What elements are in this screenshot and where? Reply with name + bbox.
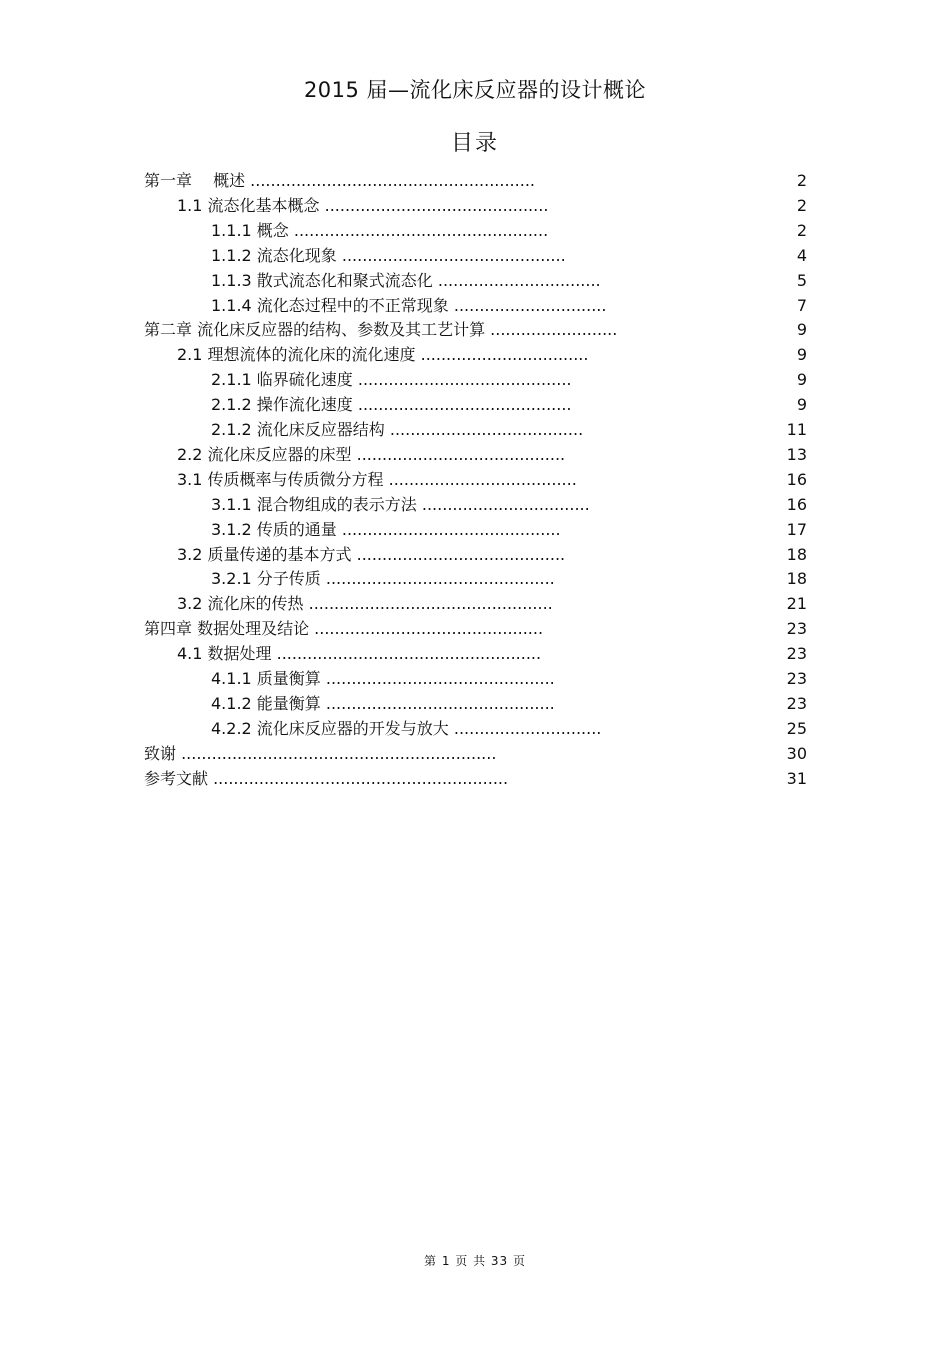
toc-entry[interactable] [0, 417, 950, 442]
toc-entry-page: 7 [796, 295, 807, 315]
toc-entry[interactable] [0, 168, 950, 193]
toc-entry-page: 23 [786, 693, 807, 713]
toc-entry-page: 4 [796, 245, 807, 265]
toc-entry[interactable] [0, 691, 950, 716]
toc-entry-page: 30 [786, 743, 807, 763]
toc-entry[interactable] [0, 517, 950, 542]
toc-entry[interactable] [0, 268, 950, 293]
toc-entry-text: 致谢 .............................................................. [144, 743, 497, 763]
toc-entry-text: 2.1.2 操作流化速度 .......................................... [211, 395, 572, 415]
toc-entry[interactable] [0, 716, 950, 741]
toc-entry-page: 23 [786, 619, 807, 639]
toc-entry-page: 9 [796, 395, 807, 415]
toc-entry[interactable] [0, 467, 950, 492]
toc-entry-page: 31 [786, 768, 807, 788]
toc-entry[interactable] [0, 616, 950, 641]
toc-entry[interactable] [0, 293, 950, 318]
toc-entry[interactable] [0, 243, 950, 268]
toc-entry-page: 11 [786, 420, 807, 439]
toc-entry-text: 2.1 理想流体的流化床的流化速度 ................................. [177, 345, 589, 365]
toc-entry-page: 21 [786, 594, 807, 614]
toc-entry-page: 2 [796, 220, 807, 240]
toc-entry-page: 9 [796, 370, 807, 390]
toc-entry[interactable] [0, 492, 950, 517]
toc-entry-text: 第二章 流化床反应器的结构、参数及其工艺计算 ......................... [144, 320, 618, 340]
page-footer: 第 1 页 共 33 页 [424, 1254, 526, 1268]
document-title: 2015 届—流化床反应器的设计概论 [303, 78, 647, 102]
toc-entry-text: 第一章 概述 ........................................................ [144, 171, 535, 190]
toc-entry[interactable] [0, 542, 950, 567]
toc-entry-text: 4.1.2 能量衡算 ............................................. [211, 693, 555, 713]
toc-entry-page: 23 [786, 669, 807, 688]
toc-entry-text: 参考文献 .......................................................... [144, 768, 509, 788]
toc-entry-page: 18 [786, 544, 807, 564]
toc-entry-text: 3.2 质量传递的基本方式 ......................................... [177, 544, 566, 564]
toc-entry-page: 5 [796, 270, 807, 290]
toc-entry-text: 3.2 流化床的传热 ................................................ [177, 594, 553, 614]
toc-entry[interactable] [0, 342, 950, 367]
toc-entry-text: 1.1 流态化基本概念 ............................................ [177, 195, 549, 215]
toc-entry[interactable] [0, 392, 950, 417]
toc-heading: 目录 [450, 131, 499, 156]
toc-entry-text: 3.1.1 混合物组成的表示方法 ................................. [211, 494, 590, 514]
toc-entry-page: 25 [786, 718, 807, 738]
toc-entry-text: 3.2.1 分子传质 ............................................. [211, 569, 555, 589]
toc-entry[interactable] [0, 566, 950, 591]
toc-entry-page: 2 [796, 195, 807, 215]
toc-entry[interactable] [0, 591, 950, 616]
toc-entry-page: 23 [786, 644, 807, 664]
toc-entry-text: 2.1.1 临界硫化速度 .......................................... [211, 370, 572, 390]
toc-entry-page: 13 [786, 444, 807, 464]
toc-entry-text: 1.1.4 流化态过程中的不正常现象 .............................. [211, 295, 607, 315]
toc-entry[interactable] [0, 666, 950, 691]
toc-entry-page: 18 [786, 569, 807, 589]
toc-entry[interactable] [0, 442, 950, 467]
toc-entry[interactable] [0, 193, 950, 218]
toc-entry-text: 4.1.1 质量衡算 ............................................. [211, 669, 555, 688]
toc-entry-text: 2.2 流化床反应器的床型 ......................................... [177, 444, 566, 464]
toc-entry-page: 16 [786, 494, 807, 514]
toc-entry-text: 3.1.2 传质的通量 ........................................... [211, 519, 561, 539]
toc-entry-text: 第四章 数据处理及结论 ............................................. [144, 619, 544, 639]
toc-entry-text: 1.1.1 概念 .................................................. [211, 220, 549, 240]
toc-entry[interactable] [0, 317, 950, 342]
toc-entry[interactable] [0, 641, 950, 666]
toc-entry[interactable] [0, 367, 950, 392]
toc-entry-text: 4.2.2 流化床反应器的开发与放大 ............................. [211, 718, 602, 738]
toc-entry[interactable] [0, 218, 950, 243]
toc-entry-text: 1.1.2 流态化现象 ............................................ [211, 245, 566, 265]
toc-entry-text: 2.1.2 流化床反应器结构 ...................................... [211, 420, 584, 439]
toc-entry-page: 2 [796, 171, 807, 190]
toc-entry-page: 9 [796, 320, 807, 340]
toc-entry[interactable] [0, 766, 950, 791]
toc-entry-text: 3.1 传质概率与传质微分方程 ..................................... [177, 469, 577, 489]
toc-entry-text: 4.1 数据处理 .................................................... [177, 644, 542, 664]
toc-entry-page: 17 [786, 519, 807, 539]
toc-entry-text: 1.1.3 散式流态化和聚式流态化 ................................ [211, 270, 601, 290]
toc-entry-page: 16 [786, 469, 807, 489]
toc-entry-page: 9 [796, 345, 807, 365]
toc-entry[interactable] [0, 741, 950, 766]
